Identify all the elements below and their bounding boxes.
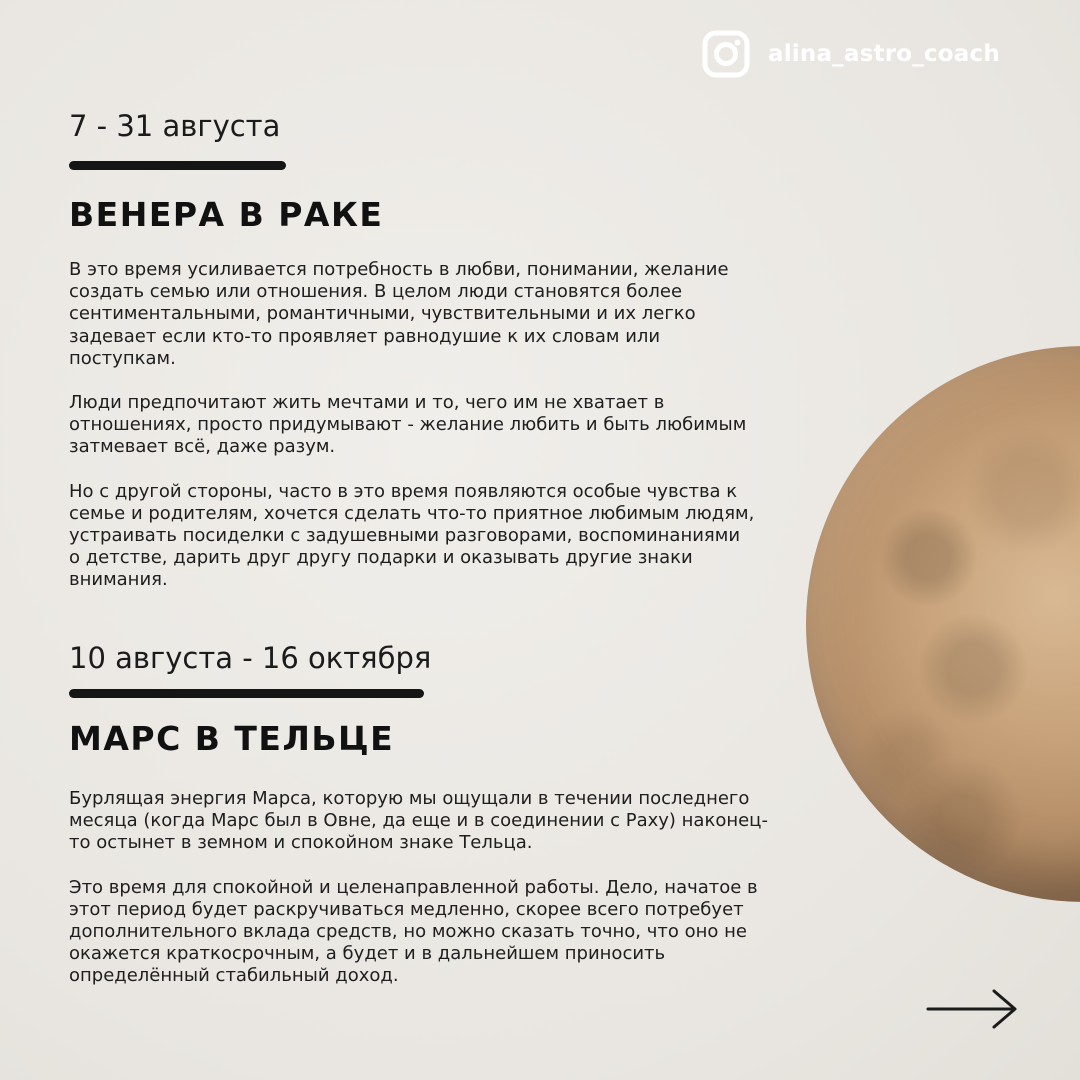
mars-planet-image bbox=[806, 346, 1080, 902]
text-line: о детстве, дарить друг другу подарки и оказывать другие знаки bbox=[69, 547, 693, 569]
paragraph bbox=[69, 788, 839, 855]
text-line: поступкам. bbox=[69, 347, 176, 369]
text-line: определённый стабильный доход. bbox=[69, 965, 399, 987]
text-line: затмевает всё, даже разум. bbox=[69, 436, 336, 458]
divider-line bbox=[69, 689, 424, 698]
arrow-right-icon[interactable] bbox=[926, 988, 1018, 1030]
text-line: отношениях, просто придумывают - желание любить и быть любимым bbox=[69, 414, 747, 436]
text-line: внимания. bbox=[69, 569, 168, 591]
paragraph bbox=[69, 877, 839, 988]
text-line: создать семью или отношения. В целом люди становятся более bbox=[69, 281, 683, 303]
divider-line bbox=[69, 161, 286, 170]
instagram-handle[interactable]: alina_astro_coach bbox=[768, 41, 1000, 67]
text-line: Это время для спокойной и целенаправленной работы. Дело, начатое в bbox=[69, 876, 758, 898]
text-line: этот период будет раскручиваться медленно, скорее всего потребует bbox=[69, 898, 744, 920]
section-body bbox=[69, 788, 839, 988]
text-line: устраивать посиделки с задушевными разговорами, воспоминаниями bbox=[69, 525, 741, 547]
section-title: МАРС В ТЕЛЬЦЕ bbox=[69, 719, 395, 758]
section-title: ВЕНЕРА В РАКЕ bbox=[69, 195, 384, 234]
text-line: Люди предпочитают жить мечтами и то, чего им не хватает в bbox=[69, 392, 665, 414]
section-body bbox=[69, 259, 829, 592]
text-line: задевает если кто-то проявляет равнодушие к их словам или bbox=[69, 325, 661, 347]
text-line: В это время усиливается потребность в любви, понимании, желание bbox=[69, 259, 729, 280]
text-line: окажется краткосрочным, а будет и в дальнейшем приносить bbox=[69, 943, 666, 965]
text-line: месяца (когда Марс был в Овне, да еще и в соединении с Раху) наконец- bbox=[69, 810, 768, 832]
text-line: дополнительного вклада средств, но можно сказать точно, что оно не bbox=[69, 921, 747, 943]
paragraph bbox=[69, 259, 829, 370]
text-line: сентиментальными, романтичными, чувствительными и их легко bbox=[69, 303, 696, 325]
paragraph bbox=[69, 481, 829, 592]
section-date: 10 августа - 16 октября bbox=[69, 641, 432, 675]
text-line: Бурлящая энергия Марса, которую мы ощущали в течении последнего bbox=[69, 788, 750, 809]
text-line: семье и родителям, хочется сделать что-то приятное любимым людям, bbox=[69, 502, 755, 524]
paragraph bbox=[69, 392, 829, 459]
text-line: Но с другой стороны, часто в это время появляются особые чувства к bbox=[69, 480, 738, 502]
section-date: 7 - 31 августа bbox=[69, 109, 281, 143]
text-line: то остынет в земном и спокойном знаке Тельца. bbox=[69, 832, 533, 854]
instagram-badge[interactable] bbox=[702, 30, 1000, 78]
instagram-icon bbox=[702, 30, 750, 78]
